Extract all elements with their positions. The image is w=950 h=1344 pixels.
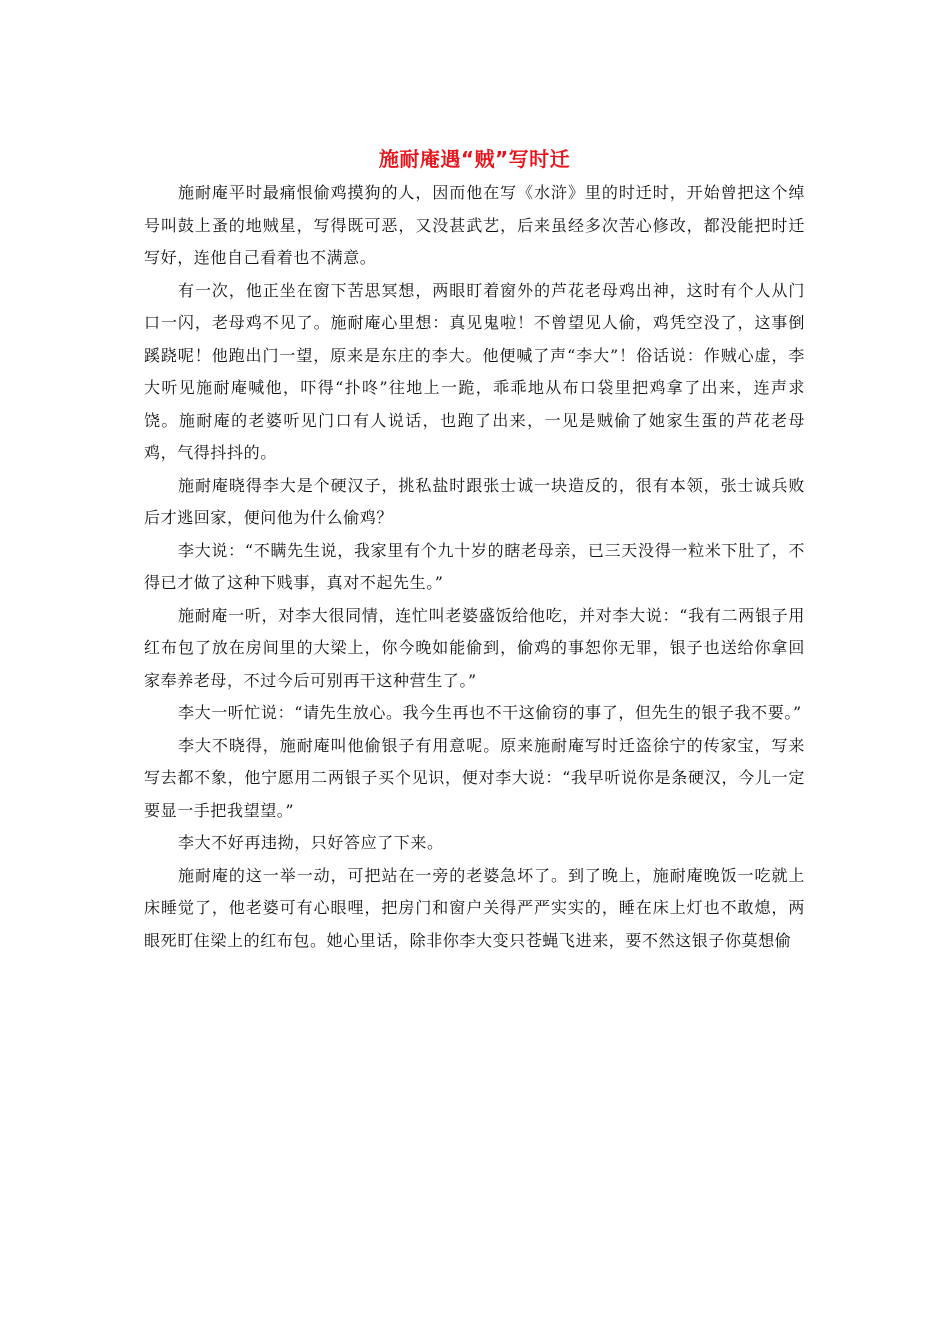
paragraph-5: 施耐庵一听，对李大很同情，连忙叫老婆盛饭给他吃，并对李大说：“我有二两银子用红布包了放在房间里的大梁上，你今晚如能偷到，偷鸡的事恕你无罪，银子也送给你拿回家奉养老母，不过今后可别再干这种营生了。” [144,605,805,690]
document-title: 施耐庵遇“贼”写时迁 [378,147,571,171]
paragraph-2: 有一次，他正坐在窗下苦思冥想，两眼盯着窗外的芦花老母鸡出神，这时有个人从门口一闪，老母鸡不见了。施耐庵心里想：真见鬼啦！不曾望见人偷，鸡凭空没了，这事倒蹊跷呢！他跑出门一望，原来是东庄的李大。他便喊了声“李大”！俗话说：作贼心虚，李大听见施耐庵喊他，吓得“扑咚”往地上一跪，乖乖地从布口袋里把鸡拿了出来，连声求饶。施耐庵的老婆听见门口有人说话，也跑了出来，一见是贼偷了她家生蛋的芦花老母鸡，气得抖抖的。 [144,280,805,462]
paragraph-7: 李大不晓得，施耐庵叫他偷银子有用意呢。原来施耐庵写时迁盗徐宁的传家宝，写来写去都不象，他宁愿用二两银子买个见识，便对李大说：“我早听说你是条硬汉，今儿一定要显一手把我望望。” [144,735,805,820]
document-body [144,177,805,957]
paragraph-9: 施耐庵的这一举一动，可把站在一旁的老婆急坏了。到了晚上，施耐庵晚饭一吃就上床睡觉了，他老婆可有心眼哩，把房门和窗户关得严严实实的，睡在床上灯也不敢熄，两眼死盯住梁上的红布包。她心里话，除非你李大变只苍蝇飞进来，要不然这银子你莫想偷 [144,865,805,950]
paragraph-4: 李大说：“不瞒先生说，我家里有个九十岁的瞎老母亲，已三天没得一粒米下肚了，不得已才做了这种下贱事，真对不起先生。” [144,540,805,592]
paragraph-8: 李大不好再违拗，只好答应了下来。 [178,833,444,852]
paragraph-3: 施耐庵晓得李大是个硬汉子，挑私盐时跟张士诚一块造反的，很有本领，张士诚兵败后才逃回家，便问他为什么偷鸡？ [144,475,805,527]
paragraph-6: 李大一听忙说：“请先生放心。我今生再也不干这偷窃的事了，但先生的银子我不要。” [178,703,802,722]
paragraph-1: 施耐庵平时最痛恨偷鸡摸狗的人，因而他在写《水浒》里的时迁时，开始曾把这个绰号叫鼓上蚤的地贼星，写得既可恶，又没甚武艺，后来虽经多次苦心修改，都没能把时迁写好，连他自己看着也不满意。 [144,183,805,267]
